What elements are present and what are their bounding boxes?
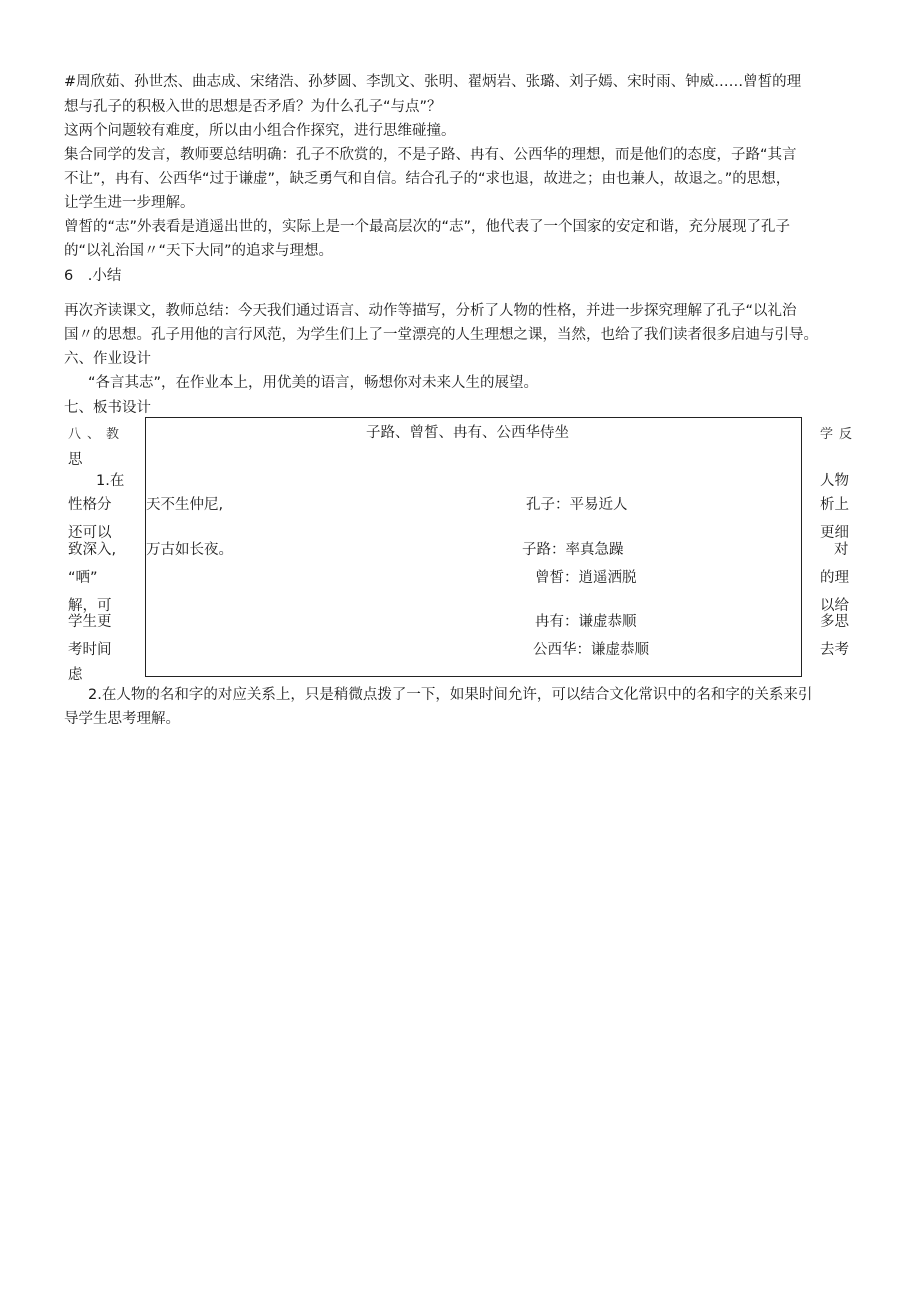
reflection-line-2: 导学生思考理解。 xyxy=(64,711,180,727)
board-role-zengxi: 曾皙：逍遥洒脱 xyxy=(535,570,637,586)
reflection-left-9: 虑 xyxy=(68,667,83,683)
reflection-left-7: 学生更 xyxy=(68,614,112,630)
board-verse-2: 万古如长夜。 xyxy=(146,542,233,558)
discussion-line-2: 想与孔子的积极入世的思想是否矛盾？为什么孔子“与点”？ xyxy=(64,99,442,115)
board-role-kongzi: 孔子：平易近人 xyxy=(526,497,628,513)
board-role-ranyou: 冉有：谦虚恭顺 xyxy=(535,614,637,630)
reflection-heading-right: 学反 xyxy=(820,427,859,442)
reflection-left-1: 1.在 xyxy=(96,473,125,489)
board-role-gongxihua: 公西华：谦虚恭顺 xyxy=(533,642,649,658)
reflection-line-1: 2.在人物的名和字的对应关系上，只是稍微点拨了一下，如果时间允许，可以结合文化常识中的名和字的关系来引 xyxy=(88,687,813,703)
reflection-right-6: 多思 xyxy=(820,614,849,630)
discussion-line-8: 的“以礼治国〃“天下大同”的追求与理想。 xyxy=(64,243,334,259)
board-design-box xyxy=(145,417,802,677)
reflection-left-2: 性格分 xyxy=(68,497,112,513)
reflection-left-0: 思 xyxy=(68,452,83,468)
reflection-heading-left: 八、教 xyxy=(68,427,126,442)
reflection-right-2: 更细 xyxy=(820,525,849,541)
reflection-right-5: 以给 xyxy=(820,598,849,614)
discussion-line-4: 集合同学的发言，教师要总结明确：孔子不欣赏的，不是子路、冉有、公西华的理想，而是他们的态度，子路“其言 xyxy=(64,147,797,163)
summary-line-1: 再次齐读课文，教师总结：今天我们通过语言、动作等描写，分析了人物的性格，并进一步探究理解了孔子“以礼治 xyxy=(64,303,797,319)
reflection-right-7: 去考 xyxy=(820,642,849,658)
homework-heading: 六、作业设计 xyxy=(64,351,151,367)
board-heading: 七、板书设计 xyxy=(64,400,151,416)
reflection-left-5: “哂” xyxy=(68,570,98,586)
homework-line-1: “各言其志”，在作业本上，用优美的语言，畅想你对未来人生的展望。 xyxy=(88,375,539,391)
discussion-line-5: 不让”，冉有、公西华“过于谦虚”，缺乏勇气和自信。结合孔子的“求也退，故进之；由也兼人，故退之。”的思想， xyxy=(64,171,791,187)
board-role-zilu: 子路：率真急躁 xyxy=(522,542,624,558)
reflection-left-4: 致深入, xyxy=(68,542,117,558)
reflection-left-8: 考时间 xyxy=(68,642,112,658)
board-title: 子路、曾皙、冉有、公西华侍坐 xyxy=(366,425,569,441)
reflection-right-3: 对 xyxy=(834,542,849,558)
summary-heading: 6 .小结 xyxy=(64,268,122,284)
discussion-line-1: #周欣茹、孙世杰、曲志成、宋绪浩、孙梦圆、李凯文、张明、翟炳岩、张璐、刘子嫣、宋时雨、钟威……曾皙的理 xyxy=(64,74,802,90)
reflection-right-4: 的理 xyxy=(820,570,849,586)
reflection-right-1: 析上 xyxy=(820,497,849,513)
discussion-line-6: 让学生进一步理解。 xyxy=(64,195,195,211)
discussion-line-3: 这两个问题较有难度，所以由小组合作探究，进行思维碰撞。 xyxy=(64,123,456,139)
reflection-right-0: 人物 xyxy=(820,473,849,489)
board-verse-1: 天不生仲尼, xyxy=(146,497,224,513)
reflection-left-6: 解，可 xyxy=(68,598,112,614)
summary-line-2: 国〃的思想。孔子用他的言行风范，为学生们上了一堂漂亮的人生理想之课，当然，也给了我们读者很多启迪与引导。 xyxy=(64,327,818,343)
discussion-line-7: 曾皙的“志”外表看是逍遥出世的，实际上是一个最高层次的“志”，他代表了一个国家的安定和谐，充分展现了孔子 xyxy=(64,219,791,235)
reflection-left-3: 还可以 xyxy=(68,525,112,541)
